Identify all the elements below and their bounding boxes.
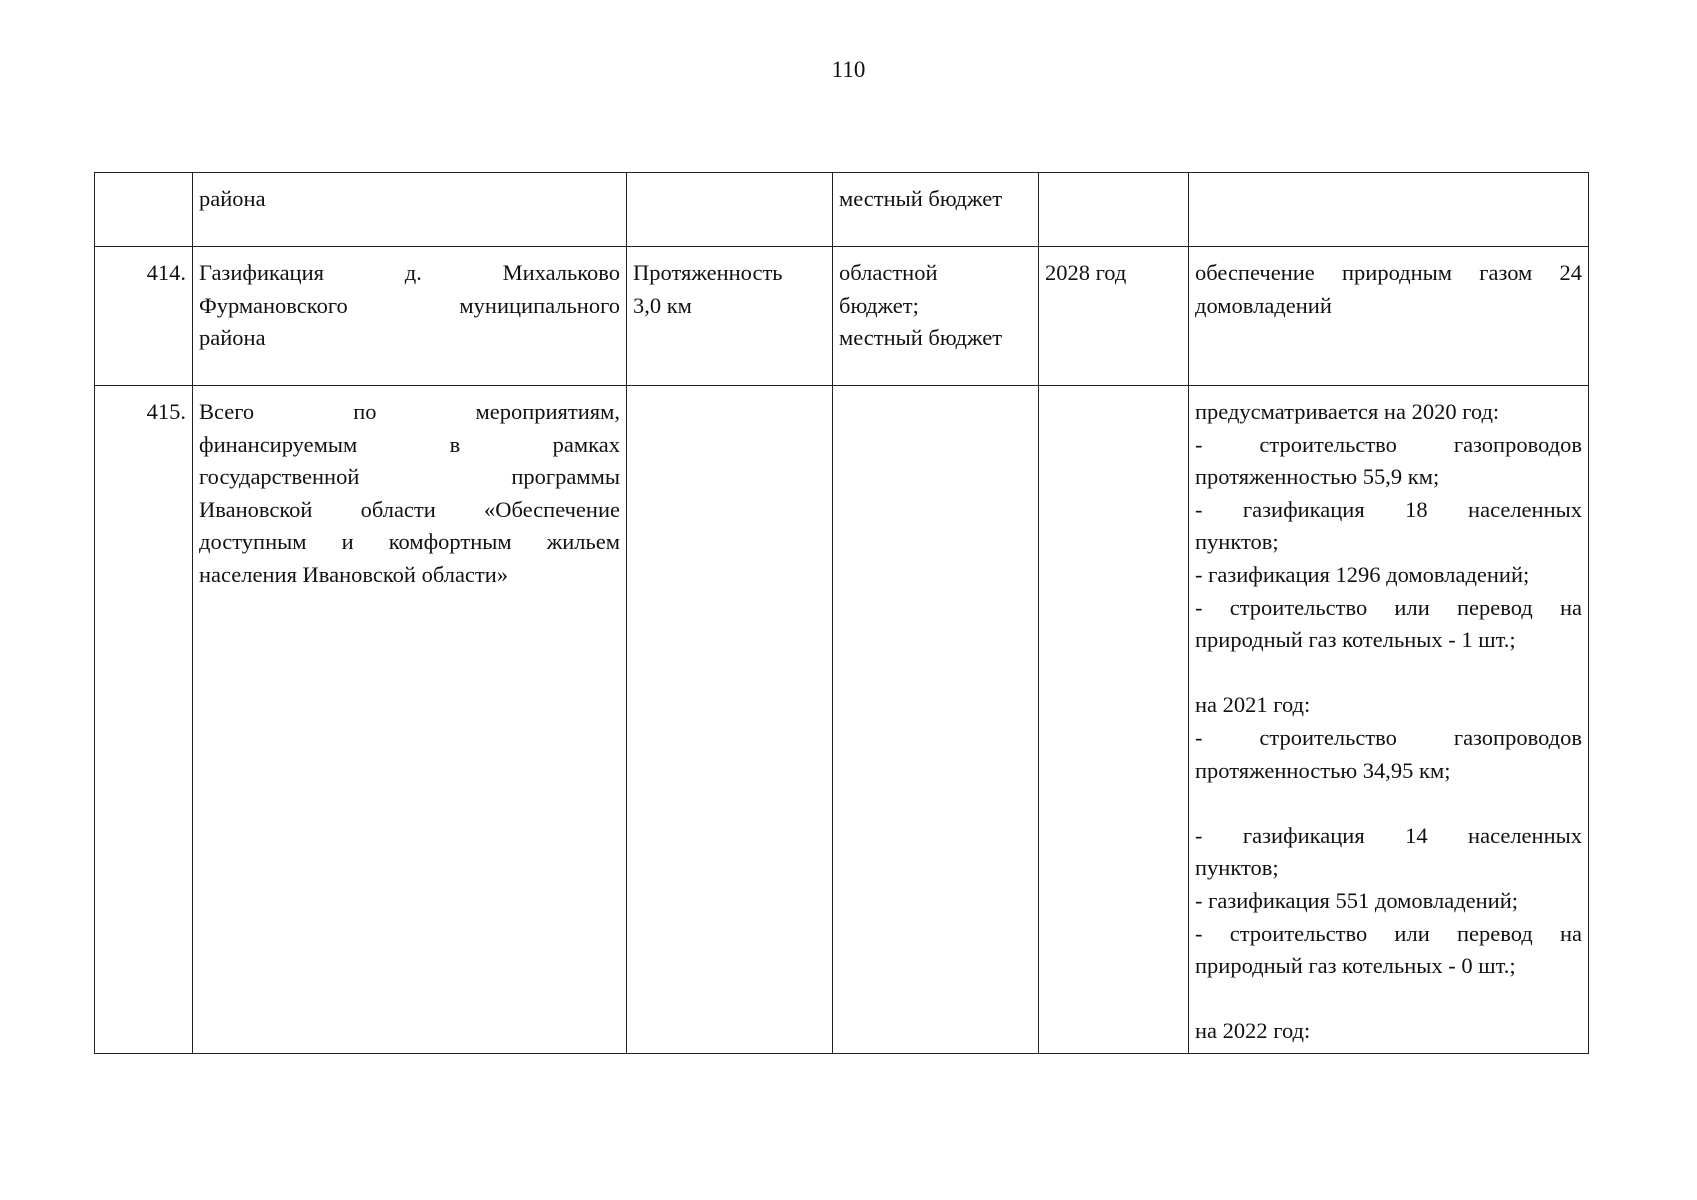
funding-source-line: бюджет; [839, 292, 919, 318]
row-number-cell [95, 173, 193, 247]
indicator-cell [627, 173, 833, 247]
table-row [95, 173, 1589, 247]
measure-name-line: района [199, 325, 266, 351]
table-row [95, 386, 1589, 1054]
indicator-cell [627, 386, 833, 1054]
result-line: - строительство газопроводов [1195, 724, 1582, 750]
result-line: предусматривается на 2020 год: [1195, 399, 1500, 424]
funding-source-line: местный бюджет [839, 186, 1003, 211]
result-line: протяженностью 55,9 км; [1195, 464, 1440, 490]
measure-name-line: Всего по мероприятиям, [199, 399, 620, 424]
result-line: - строительство или перевод на [1195, 594, 1582, 620]
measures-table [94, 172, 1589, 1054]
period-cell [1039, 386, 1189, 1054]
funding-source-cell [833, 386, 1039, 1054]
measure-name-line: района [199, 186, 266, 211]
result-line: природный газ котельных - 0 шт.; [1195, 953, 1516, 979]
measure-name-line: населения Ивановской области» [199, 561, 509, 587]
result-line: - газификация 1296 домовладений; [1195, 561, 1530, 587]
result-line: пунктов; [1195, 855, 1279, 881]
result-line: на 2021 год: [1195, 692, 1311, 718]
page-number: 110 [831, 57, 866, 82]
indicator-line: Протяженность [633, 260, 783, 285]
result-line: природный газ котельных - 1 шт.; [1195, 627, 1516, 653]
result-line: на 2022 год: [1195, 1018, 1311, 1044]
indicator-line: 3,0 км [633, 292, 692, 318]
result-line: пунктов; [1195, 529, 1279, 555]
result-cell [1189, 173, 1589, 247]
table-row [95, 247, 1589, 386]
result-line: домовладений [1195, 292, 1332, 318]
period-cell: 2028 год [1039, 247, 1189, 386]
result-line: - газификация 551 домовладений; [1195, 887, 1518, 913]
measure-name-line: финансируемым в рамках [199, 431, 620, 457]
row-number-cell: 415. [95, 386, 193, 1054]
result-line: обеспечение природным газом 24 [1195, 260, 1582, 285]
funding-source-line: областной [839, 260, 938, 285]
measure-name-line: доступным и комфортным жильем [199, 529, 620, 555]
measure-name-cell [193, 386, 627, 1054]
measure-name-cell [193, 173, 627, 247]
indicator-cell [627, 247, 833, 386]
period-cell [1039, 173, 1189, 247]
result-cell [1189, 386, 1589, 1054]
blank-line [1195, 657, 1582, 690]
measure-name-line: Газификация д. Михальково [199, 260, 620, 285]
blank-line [1195, 787, 1582, 820]
blank-line [1195, 983, 1582, 1016]
result-line: - строительство или перевод на [1195, 920, 1582, 946]
measure-name-line: Фурмановского муниципального [199, 292, 620, 318]
funding-source-line: местный бюджет [839, 325, 1003, 351]
funding-source-cell [833, 173, 1039, 247]
result-cell [1189, 247, 1589, 386]
funding-source-cell [833, 247, 1039, 386]
measure-name-line: Ивановской области «Обеспечение [199, 496, 620, 522]
result-line: - строительство газопроводов [1195, 431, 1582, 457]
row-number-cell: 414. [95, 247, 193, 386]
result-line: - газификация 18 населенных [1195, 496, 1582, 522]
result-line: протяженностью 34,95 км; [1195, 757, 1451, 783]
result-line: - газификация 14 населенных [1195, 822, 1582, 848]
measure-name-cell [193, 247, 627, 386]
measure-name-line: государственной программы [199, 464, 620, 490]
